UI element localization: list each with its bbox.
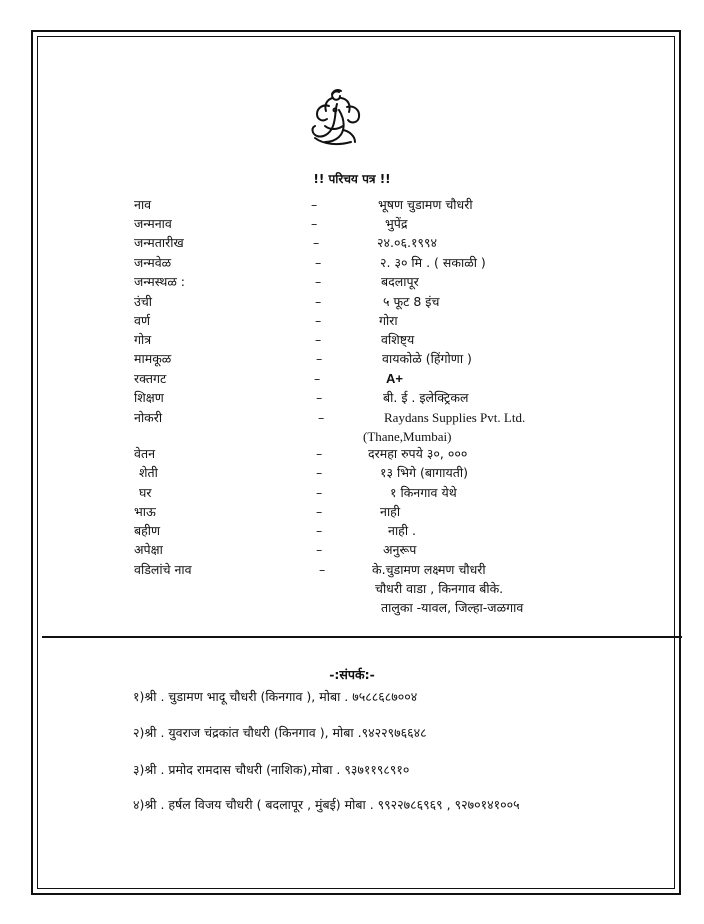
contact-entry: ३)श्री . प्रमोद रामदास चौधरी (नाशिक),मोबा . ९३७११९८९१० [133, 762, 410, 777]
detail-row-birth-time [0, 254, 704, 274]
field-separator: – [316, 542, 323, 557]
field-separator: – [316, 446, 323, 461]
field-separator: – [315, 313, 322, 328]
detail-row-sister [0, 522, 704, 542]
field-value: बदलापूर [381, 274, 419, 289]
detail-row-expectation [0, 541, 704, 561]
field-value: १३ भिगे (बागायती) [380, 465, 469, 480]
field-label: जन्मवेळ [134, 255, 172, 270]
detail-row-blood-group [0, 370, 704, 390]
field-separator: – [315, 274, 322, 289]
field-label: जन्मस्थळ : [134, 274, 186, 289]
field-value: २४.०६.१९९४ [377, 235, 437, 250]
field-label: जन्मतारीख [134, 235, 184, 250]
field-value: भूषण चुडामण चौधरी [378, 197, 473, 212]
field-label: बहीण [134, 523, 161, 538]
field-label: रक्तगट [134, 371, 167, 386]
detail-row-address-line1 [0, 580, 704, 600]
field-label: भाऊ [134, 504, 156, 519]
field-label: वर्ण [134, 313, 150, 328]
field-value: अनुरूप [383, 542, 417, 557]
field-value-continued: चौधरी वाडा , किनगाव बीके. [375, 581, 504, 596]
field-value: बी. ई . इलेक्ट्रिकल [383, 390, 469, 405]
detail-row-birth-date [0, 234, 704, 254]
field-value: नाही . [388, 523, 416, 538]
field-separator: – [313, 235, 320, 250]
detail-row-brother [0, 503, 704, 523]
field-separator: – [316, 351, 323, 366]
field-value: ५ फूट 8 इंच [383, 294, 440, 309]
field-label: शिक्षण [134, 390, 164, 405]
field-separator: – [316, 465, 323, 480]
field-value: दरमहा रुपये ३०, ००० [368, 446, 468, 461]
detail-row-name [0, 196, 704, 216]
section-divider [42, 636, 682, 638]
field-separator: – [315, 332, 322, 347]
field-separator: – [316, 390, 323, 405]
field-separator: – [319, 562, 326, 577]
field-value: वशिष्ट्य [381, 332, 415, 347]
detail-row-education [0, 389, 704, 409]
field-separator: – [315, 255, 322, 270]
field-separator: – [318, 410, 325, 425]
contact-entry: २)श्री . युवराज चंद्रकांत चौधरी (किनगाव ), मोबा .९४२२९७६६४८ [133, 725, 427, 740]
field-separator: – [311, 197, 318, 212]
detail-row-address-line2 [0, 599, 704, 619]
field-value-continued: तालुका -यावल, जिल्हा-जळगाव [381, 600, 524, 615]
field-label: नोकरी [134, 410, 163, 425]
field-separator: – [316, 485, 323, 500]
field-value: Raydans Supplies Pvt. Ltd. [384, 410, 526, 425]
field-value: १ किनगाव येथे [390, 485, 457, 500]
field-value: A+ [386, 371, 403, 386]
detail-row-farm [0, 464, 704, 484]
detail-row-house [0, 484, 704, 504]
detail-row-father-name [0, 561, 704, 581]
field-label: गोत्र [134, 332, 152, 347]
field-separator: – [316, 523, 323, 538]
field-value: गोरा [379, 313, 398, 328]
contact-entry: ४)श्री . हर्षल विजय चौधरी ( बदलापूर , मुंबई) मोबा . ९९२२७८६९६९ , ९२७०१४१००५ [133, 797, 520, 812]
detail-row-gotra [0, 331, 704, 351]
field-label: शेती [139, 465, 158, 480]
field-label: उंची [134, 294, 153, 309]
field-label: घर [139, 485, 152, 500]
field-label: वडिलांचे नाव [134, 562, 192, 577]
field-label: मामकूळ [134, 351, 172, 366]
field-label: अपेक्षा [134, 542, 163, 557]
detail-row-job [0, 409, 704, 429]
field-value-continued: (Thane,Mumbai) [363, 429, 452, 444]
contact-heading: -:संपर्क:- [329, 667, 375, 682]
field-value: के.चुडामण लक्ष्मण चौधरी [372, 562, 486, 577]
field-separator: – [315, 294, 322, 309]
detail-row-salary [0, 445, 704, 465]
contact-entry: १)श्री . चुडामण भादू चौधरी (किनगाव ), मोबा . ७५८८६८७००४ [133, 689, 418, 704]
field-separator: – [314, 371, 321, 386]
field-separator: – [316, 504, 323, 519]
field-value: नाही [380, 504, 401, 519]
field-value: २. ३० मि . ( सकाळी ) [380, 255, 486, 270]
field-label: नाव [134, 197, 152, 212]
detail-row-birth-place [0, 273, 704, 293]
detail-row-maternal-family [0, 350, 704, 370]
detail-row-height [0, 293, 704, 313]
field-separator: – [311, 216, 318, 231]
field-label: वेतन [134, 446, 156, 461]
detail-row-birth-name [0, 215, 704, 235]
page-title: !! परिचय पत्र !! [313, 172, 391, 186]
detail-row-complexion [0, 312, 704, 332]
ganesha-icon [303, 86, 369, 152]
field-label: जन्मनाव [134, 216, 172, 231]
field-value: वायकोळे (हिंगोणा ) [382, 351, 472, 366]
field-value: भुपेंद्र [385, 216, 408, 231]
